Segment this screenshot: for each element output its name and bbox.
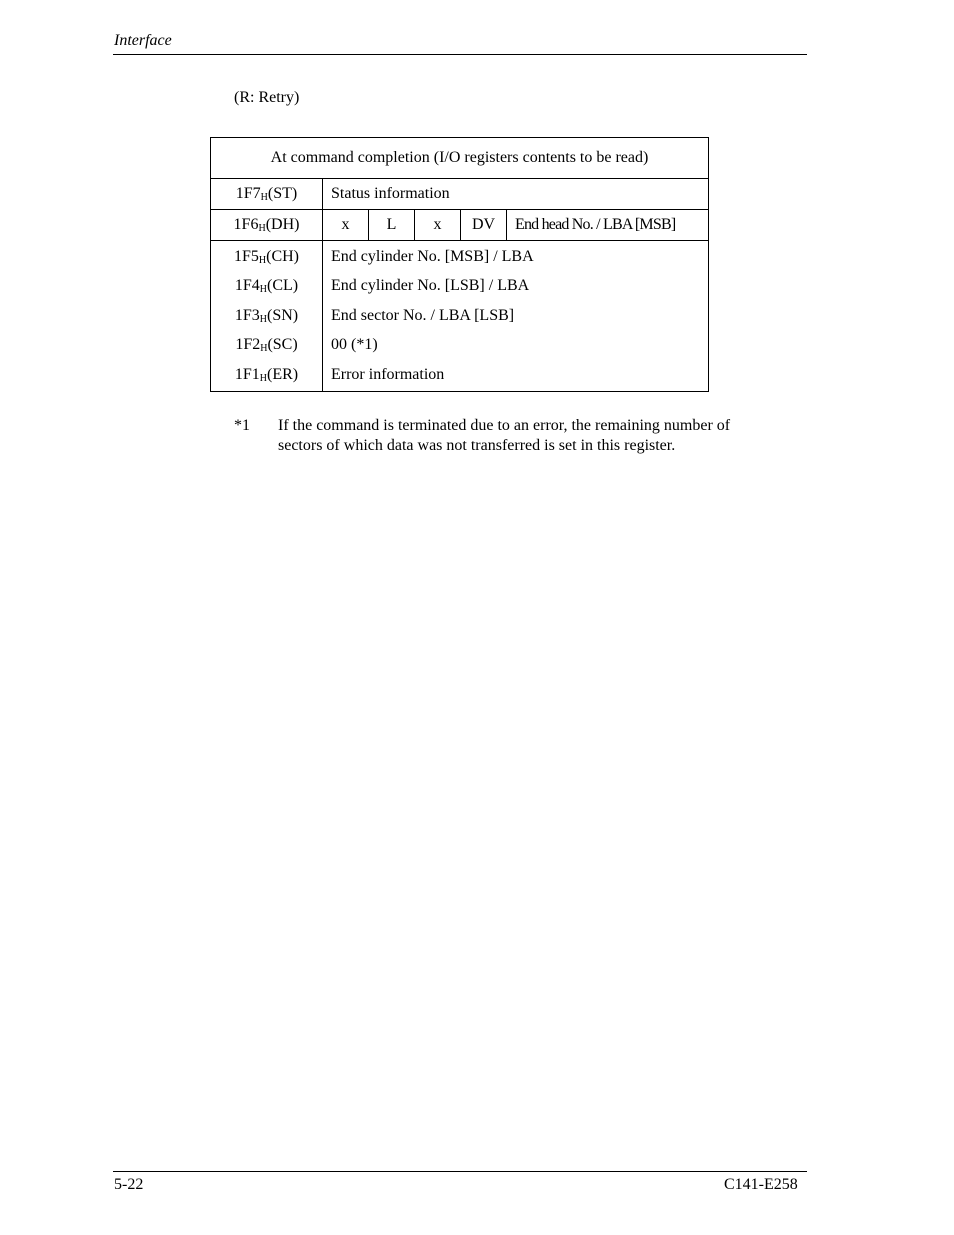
register-label: $1F6_H(DH)$ bbox=[211, 210, 323, 240]
section-title: Interface bbox=[114, 32, 172, 49]
register-value: Status information bbox=[331, 185, 450, 202]
document-code: C141-E258 bbox=[724, 1176, 798, 1193]
dh-bit: DV bbox=[461, 210, 507, 240]
footnote-mark: *1 bbox=[234, 417, 250, 434]
footnote-line: If the command is terminated due to an error, the remaining number of bbox=[278, 417, 731, 434]
dh-bit: x bbox=[415, 210, 461, 240]
register-label: $1F2_H(SC)$ bbox=[235, 336, 298, 355]
register-table bbox=[210, 137, 709, 392]
register-value: Error information bbox=[331, 365, 445, 383]
header-rule bbox=[113, 54, 807, 55]
footer-rule bbox=[113, 1171, 807, 1172]
register-value: End cylinder No. [MSB] / LBA bbox=[331, 248, 534, 265]
dh-bit: L bbox=[369, 210, 415, 240]
register-group bbox=[211, 241, 708, 391]
table-title: At command completion (I/O registers contents to be read) bbox=[211, 138, 708, 179]
register-value: 00 (*1) bbox=[331, 336, 378, 354]
page-number: 5-22 bbox=[114, 1176, 144, 1193]
dh-bit: x bbox=[323, 210, 369, 240]
register-label: $1F4_H(CL)$ bbox=[234, 277, 299, 296]
table-row bbox=[211, 210, 708, 241]
footnote-line: sectors of which data was not transferred is set in this register. bbox=[278, 437, 676, 454]
table-row bbox=[211, 179, 708, 210]
register-label: $1F1_H(ER)$ bbox=[234, 365, 299, 384]
register-value: End cylinder No. [LSB] / LBA bbox=[331, 277, 530, 295]
register-value: End sector No. / LBA [LSB] bbox=[331, 306, 515, 324]
register-label: $1F7_H(ST)$ bbox=[211, 179, 323, 209]
register-label: $1F3_H(SN)$ bbox=[234, 306, 299, 325]
retry-note: (R: Retry) bbox=[234, 89, 300, 106]
register-value: End head No. / LBA [MSB] bbox=[515, 216, 676, 233]
register-label: $1F5_H(CH)$ bbox=[233, 248, 300, 266]
